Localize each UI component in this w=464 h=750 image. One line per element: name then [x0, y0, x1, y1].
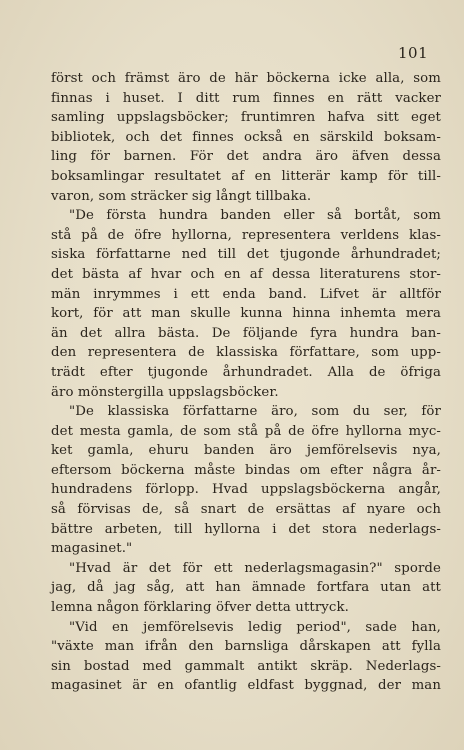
text-line: trädt efter tjugonde århundradet. Alla de öfriga	[51, 364, 441, 380]
text-line: magasinet."	[51, 541, 133, 557]
text-line: boksamlingar resultatet af en litterär kamp för till-	[51, 168, 441, 184]
text-line: "De klassiska författarne äro, som du ser, för	[69, 404, 441, 420]
text-line: "Vid en jemförelsevis ledig period", sade han,	[69, 619, 441, 635]
text-line: finnas i huset. I ditt rum finnes en rätt vacker	[51, 90, 441, 106]
text-line: först och främst äro de här böckerna icke alla, som	[51, 71, 441, 86]
text-line: kort, för att man skulle kunna hinna inhemta mera	[51, 306, 441, 322]
text-line: lemna någon förklaring öfver detta uttryck.	[51, 600, 349, 616]
text-line: ket gamla, ehuru banden äro jemförelsevis nya,	[51, 443, 441, 459]
text-line: stå på de öfre hyllorna, representera verldens klas-	[51, 227, 441, 243]
text-line: varon, som sträcker sig långt tillbaka.	[51, 188, 312, 204]
text-line: "De första hundra banden eller så bortåt, som	[69, 208, 441, 224]
text-line: ling för barnen. För det andra äro äfven dessa	[51, 149, 441, 165]
text-line: så förvisas de, så snart de ersättas af nyare och	[51, 502, 441, 518]
text-line: jag, då jag såg, att han ämnade fortfara utan att	[51, 580, 441, 596]
text-line: samling uppslagsböcker; fruntimren hafva sitt eget	[51, 110, 441, 126]
text-line: hundradens förlopp. Hvad uppslagsböckerna angår,	[51, 482, 441, 498]
text-line: bättre arbeten, till hyllorna i det stora nederlags-	[51, 521, 441, 537]
text-line: "Hvad är det för ett nederlagsmagasin?" sporde	[69, 560, 441, 576]
body-text	[51, 69, 441, 696]
text-line: eftersom böckerna måste bindas om efter några år-	[51, 462, 441, 478]
text-line: än det allra bästa. De följande fyra hundra ban-	[51, 325, 441, 341]
page-number: 101	[398, 44, 429, 62]
text-line: äro mönstergilla uppslagsböcker.	[51, 384, 279, 400]
text-line: det mesta gamla, de som stå på de öfre hyllorna myc-	[51, 423, 441, 439]
text-line: magasinet är en ofantlig eldfast byggnad, der man	[51, 678, 441, 694]
text-line: sin bostad med gammalt antikt skräp. Nederlags-	[51, 658, 441, 674]
text-line: det bästa af hvar och en af dessa literaturens stor-	[51, 266, 441, 282]
text-line: bibliotek, och det finnes också en särskild boksam-	[51, 129, 441, 145]
text-line: män inrymmes i ett enda band. Lifvet är alltför	[51, 286, 441, 302]
text-line: den representera de klassiska författare, som upp-	[51, 345, 441, 361]
text-line: siska författarne ned till det tjugonde århundradet;	[51, 247, 441, 263]
text-line: "växte man ifrån den barnsliga dårskapen att fylla	[51, 639, 441, 655]
